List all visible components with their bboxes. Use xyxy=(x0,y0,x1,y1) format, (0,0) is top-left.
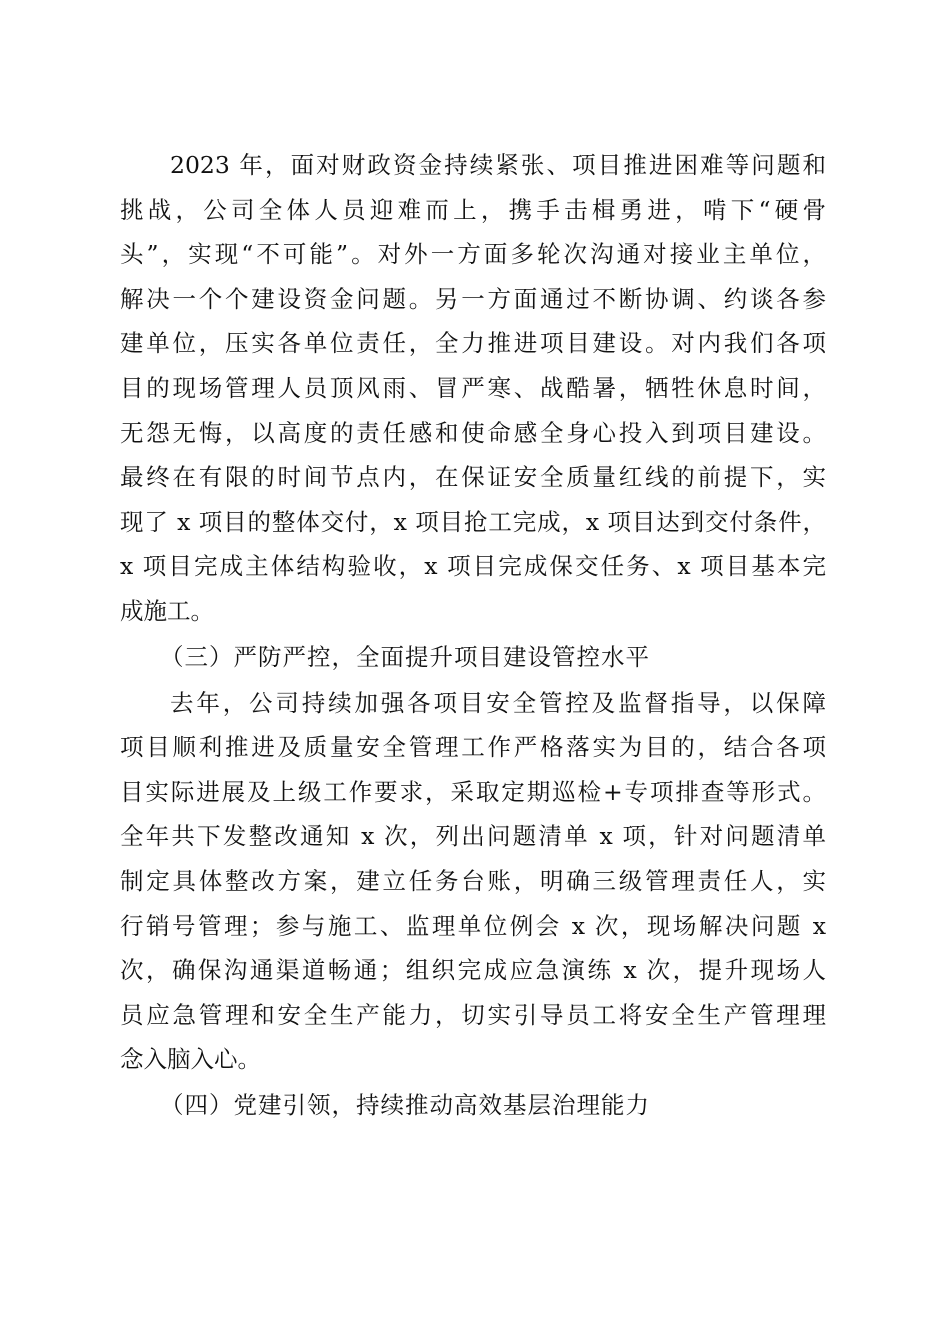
text-line: 行销号管理；参与施工、监理单位例会 x 次，现场解决问题 x xyxy=(120,911,826,940)
text-line: 2023 年，面对财政资金持续紧张、项目推进困难等问题和 xyxy=(170,151,826,179)
text-line: 次，确保沟通渠道畅通；组织完成应急演练 x 次，提升现场人 xyxy=(120,956,826,985)
text-line: 项目顺利推进及质量安全管理工作严格落实为目的，结合各项 xyxy=(120,733,826,762)
text-line: 成施工。 xyxy=(120,596,214,625)
text-line: 去年，公司持续加强各项目安全管控及监督指导，以保障 xyxy=(170,688,826,717)
text-line: 员应急管理和安全生产能力，切实引导员工将安全生产管理理 xyxy=(120,1000,826,1029)
document-body xyxy=(120,143,826,1129)
text-line: 目实际进展及上级工作要求，采取定期巡检+专项排查等形式。 xyxy=(120,777,826,806)
section-heading: （三）严防严控，全面提升项目建设管控水平 xyxy=(160,642,650,671)
text-line: 现了 x 项目的整体交付，x 项目抢工完成，x 项目达到交付条件， xyxy=(120,507,826,536)
paragraph xyxy=(120,143,826,634)
text-line: 建单位，压实各单位责任，全力推进项目建设。对内我们各项 xyxy=(120,329,826,358)
text-line: 头”，实现“不可能”。对外一方面多轮次沟通对接业主单位， xyxy=(120,240,826,269)
text-line: 挑战，公司全体人员迎难而上，携手击楫勇进，啃下“硬骨 xyxy=(120,195,826,224)
text-line: 无怨无悔，以高度的责任感和使命感全身心投入到项目建设。 xyxy=(120,418,826,447)
section-heading: （四）党建引领，持续推动高效基层治理能力 xyxy=(160,1090,650,1119)
text-line: 制定具体整改方案，建立任务台账，明确三级管理责任人，实 xyxy=(120,866,826,895)
text-line: 全年共下发整改通知 x 次，列出问题清单 x 项，针对问题清单 xyxy=(120,822,826,851)
text-line: x 项目完成主体结构验收，x 项目完成保交任务、x 项目基本完 xyxy=(120,552,826,581)
text-line: 念入脑入心。 xyxy=(120,1045,261,1074)
text-line: 最终在有限的时间节点内，在保证安全质量红线的前提下，实 xyxy=(120,463,826,492)
text-line: 目的现场管理人员顶风雨、冒严寒、战酷暑，牺牲休息时间， xyxy=(120,373,826,402)
text-line: 解决一个个建设资金问题。另一方面通过不断协调、约谈各参 xyxy=(120,284,826,313)
paragraph xyxy=(120,681,826,1082)
